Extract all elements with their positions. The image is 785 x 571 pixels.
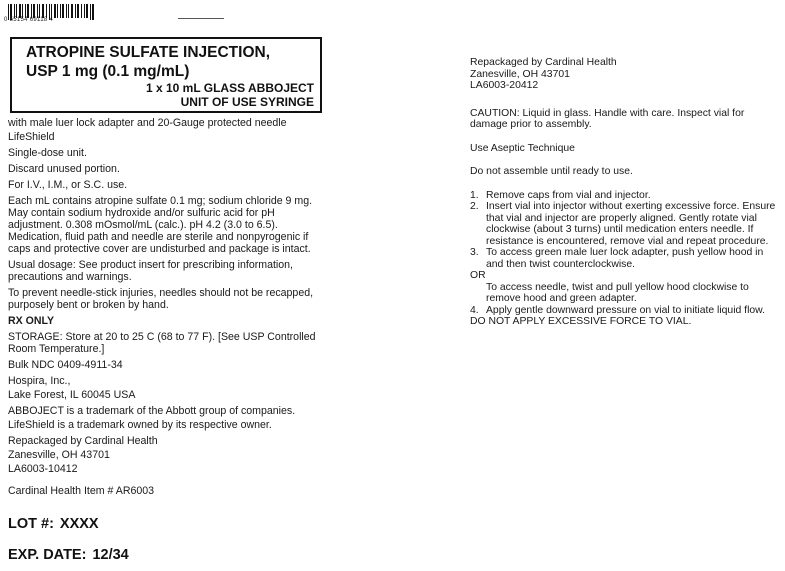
- repackager-code-right: LA6003-20412: [470, 80, 539, 91]
- lot-value: XXXX: [59, 516, 99, 532]
- item-number: Cardinal Health Item # AR6003: [8, 485, 155, 497]
- product-strength: USP 1 mg (0.1 mg/mL): [26, 63, 190, 80]
- routes-text: For I.V., I.M., or S.C. use.: [8, 179, 128, 191]
- expiration-date: [8, 547, 129, 563]
- list-item: 4. Apply gentle downward pressure on vial to initiate liquid flow.: [470, 304, 765, 316]
- barcode-number: 0 55154 69118 4: [4, 17, 54, 23]
- exp-value: 12/34: [92, 547, 129, 563]
- composition-text: Each mL contains atropine sulfate 0.1 mg; sodium chloride 9 mg. May contain sodium hydroxide and/or sulfuric acid for pH adjustment. 0.308 mOsmol/mL (calc.). pH 4.2 (3.0 to 6.5). Medication, fluid path and needle are sterile and nonpyrogenic if caps and protective cover are undisturbed and package is intact.: [8, 195, 313, 255]
- assembly-steps: [470, 190, 782, 271]
- discard-text: Discard unused portion.: [8, 163, 120, 175]
- unit-type: UNIT OF USE SYRINGE: [180, 95, 314, 109]
- divider-line: [178, 18, 224, 19]
- manufacturer-name: Hospira, Inc.,: [8, 375, 71, 387]
- dosage-text: Usual dosage: See product insert for prescribing information, precautions and warnings.: [8, 259, 294, 283]
- list-item: 3. To access green male luer lock adapter, push yellow hood in and then twist counterclockwise.: [470, 247, 764, 270]
- left-column: [8, 117, 320, 501]
- repackager-city: Zanesville, OH 43701: [8, 449, 110, 461]
- trademark-lifeshield: LifeShield is a trademark owned by its respective owner.: [8, 419, 272, 431]
- lot-number: [8, 516, 99, 532]
- alternate-step: To access needle, twist and pull yellow hood clockwise to remove hood and green adapter.: [486, 281, 749, 304]
- ndc-number: Bulk NDC 0409-4911-34: [8, 359, 123, 371]
- storage-text: STORAGE: Store at 20 to 25 C (68 to 77 F). [See USP Controlled Room Temperature.]: [8, 331, 316, 355]
- trademark-abboject: ABBOJECT is a trademark of the Abbott group of companies.: [8, 405, 296, 417]
- right-column: [470, 57, 782, 328]
- product-title-box: [10, 37, 322, 113]
- manufacturer-city: Lake Forest, IL 60045 USA: [8, 389, 136, 401]
- or-label: OR: [470, 270, 486, 281]
- lifeshield-label: LifeShield: [8, 131, 55, 143]
- product-name: ATROPINE SULFATE INJECTION,: [26, 44, 270, 61]
- package-size: 1 x 10 mL GLASS ABBOJECT: [145, 81, 314, 95]
- repackager-name-right: Repackaged by Cardinal Health: [470, 57, 617, 68]
- lot-label: LOT #:: [8, 516, 54, 532]
- list-item: 2. Insert vial into injector without exerting excessive force. Ensure that vial and injector are properly aligned. Gently rotate vial clockwise (about 3 turns) until medication enters needle. If resistance is encountered, remove vial and repeat procedure.: [470, 201, 776, 247]
- exp-label: EXP. DATE:: [8, 547, 87, 563]
- repackager-name: Repackaged by Cardinal Health: [8, 435, 158, 447]
- caution-text: CAUTION: Liquid in glass. Handle with care. Inspect vial for damage prior to assembly.: [470, 107, 745, 130]
- aseptic-text: Use Aseptic Technique: [470, 142, 575, 154]
- single-dose-text: Single-dose unit.: [8, 147, 87, 159]
- repackager-city-right: Zanesville, OH 43701: [470, 68, 570, 80]
- repackager-code: LA6003-10412: [8, 463, 78, 475]
- rx-only-label: RX ONLY: [8, 315, 55, 327]
- do-not-assemble-text: Do not assemble until ready to use.: [470, 166, 633, 177]
- force-warning: DO NOT APPLY EXCESSIVE FORCE TO VIAL.: [470, 316, 692, 327]
- adapter-line: with male luer lock adapter and 20-Gauge protected needle: [8, 117, 287, 129]
- list-item: 1. Remove caps from vial and injector.: [470, 189, 651, 201]
- needlestick-warning: To prevent needle-stick injuries, needles should not be recapped, purposely bent or broken by hand.: [8, 287, 314, 311]
